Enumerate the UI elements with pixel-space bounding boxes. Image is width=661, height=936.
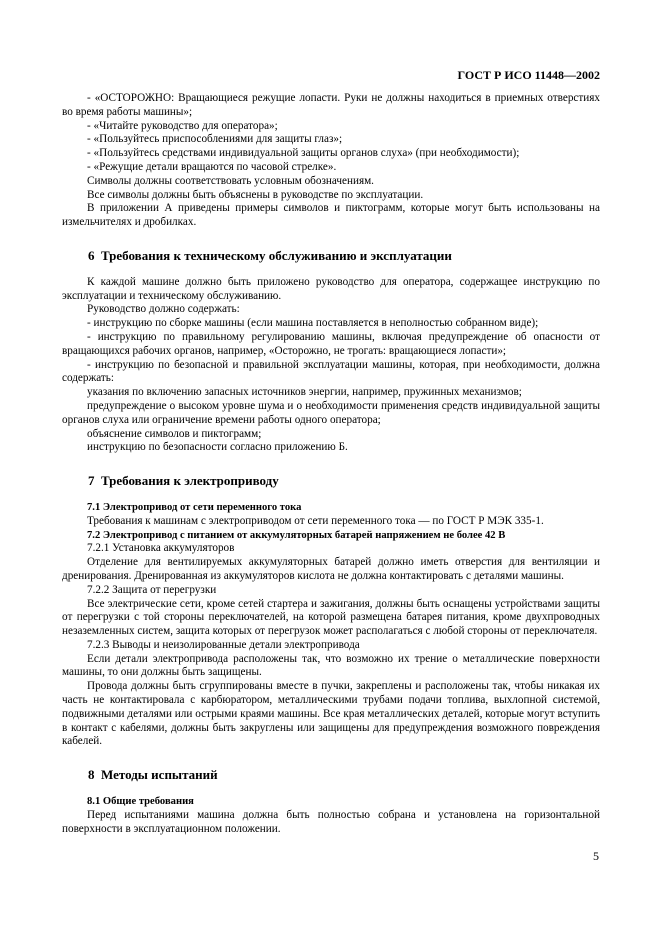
list-item: - «ОСТОРОЖНО: Вращающиеся режущие лопасти. Руки не должны находиться в приемных отверстиях во время работы машины»; [62, 92, 600, 118]
list-item: - инструкцию по правильному регулированию машины, включая предупреждение об опасности от вращающихся рабочих органов, например, «Осторожно, не трогать: вращающиеся лопасти»; [62, 330, 600, 357]
paragraph: Руководство должно содержать: [87, 303, 240, 316]
list-item: - инструкцию по безопасной и правильной эксплуатации машины, которая, при необходимости, должна содержать: [62, 358, 600, 385]
sub-list-item: инструкцию по безопасности согласно приложению Б. [87, 441, 348, 454]
list-item: - инструкцию по сборке машины (если машина поставляется в неполностью собранном виде); [87, 317, 539, 330]
paragraph: Символы должны соответствовать условным обозначениям. [87, 174, 374, 187]
paragraph: Отделение для вентилируемых аккумуляторных батарей должно иметь отверстия для вентиляции и дренирования. Дренированная из аккумуляторов кислота не должна контактировать с деталями машины. [62, 556, 600, 582]
section-7-heading [62, 474, 600, 488]
section-8-heading [62, 768, 600, 782]
section-6-heading [62, 249, 600, 263]
paragraph: Все символы должны быть объяснены в руководстве по эксплуатации. [87, 188, 424, 201]
section-title: Требования к техническому обслуживанию и эксплуатации [101, 247, 452, 263]
paragraph: Если детали электропривода расположены так, что возможно их трение о металлические поверхности машины, то они должны быть защищены. [62, 652, 600, 679]
clause-title: 7.2.2 Защита от перегрузки [87, 583, 217, 596]
paragraph: Провода должны быть сгруппированы вместе в пучки, закреплены и расположены так, чтобы никакая их часть не контактировала с карбюратором, металлическими трубами подачи топлива, выхлопной системой, подвижными деталями или острыми краями машины. Все края металлических деталей, которые могут вступить в контакт с кабелями, должны быть закруглены или защищены для предупреждения возможного повреждения кабелей. [62, 680, 600, 748]
list-item: - «Пользуйтесь приспособлениями для защиты глаз»; [87, 133, 343, 146]
sub-list-item: указания по включению запасных источников энергии, например, пружинных механизмов; [87, 386, 522, 399]
paragraph: Все электрические сети, кроме сетей стартера и зажигания, должны быть оснащены устройствами защиты от перегрузки с той стороны переключателей, на которой размещена батарея питания, кроме двухпроводных незаземленных систем, защита которых от перегрузок может располагаться с любой стороны от переключателя. [62, 597, 600, 638]
paragraph: Перед испытаниями машина должна быть полностью собрана и установлена на горизонтальной поверхности в эксплуатационном положении. [62, 808, 600, 835]
subsection-heading: 7.2 Электропривод с питанием от аккумуляторных батарей напряжением не более 42 В [87, 529, 506, 541]
clause-title: 7.2.1 Установка аккумуляторов [87, 542, 235, 555]
paragraph: В приложении А приведены примеры символов и пиктограмм, которые могут быть использованы на измельчителях и дробилках. [62, 202, 600, 229]
list-item: - «Режущие детали вращаются по часовой стрелке». [87, 160, 337, 173]
clause-title: 7.2.3 Выводы и неизолированные детали электропривода [87, 638, 360, 651]
list-item: - «Пользуйтесь средствами индивидуальной защиты органов слуха» (при необходимости); [87, 147, 520, 160]
list-item: - «Читайте руководство для оператора»; [87, 119, 278, 132]
subsection-heading: 8.1 Общие требования [87, 796, 194, 808]
paragraph: Требования к машинам с электроприводом от сети переменного тока — по ГОСТ Р МЭК 335-1. [87, 514, 544, 527]
document-code: ГОСТ Р ИСО 11448—2002 [457, 68, 600, 82]
sub-list-item: объяснение символов и пиктограмм; [87, 427, 262, 440]
subsection-heading: 7.1 Электропривод от сети переменного тока [87, 501, 302, 513]
paragraph: К каждой машине должно быть приложено руководство для оператора, содержащее инструкцию по эксплуатации и техническому обслуживанию. [62, 275, 600, 302]
page-content [62, 92, 600, 836]
section-title: Методы испытаний [101, 767, 218, 783]
section-title: Требования к электроприводу [101, 473, 279, 489]
sub-list-item: предупреждение о высоком уровне шума и о необходимости применения средств индивидуальной защиты органов слуха или ограничение времени работы одного оператора; [62, 399, 600, 426]
section-number: 7 [88, 473, 95, 489]
section-number: 8 [88, 767, 95, 783]
section-number: 6 [88, 247, 95, 263]
page-number: 5 [593, 849, 599, 863]
